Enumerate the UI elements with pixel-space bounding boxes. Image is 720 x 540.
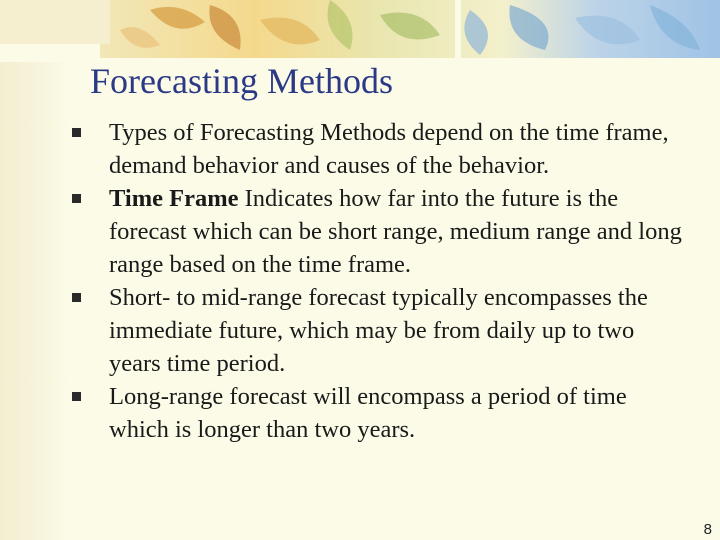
square-bullet-icon	[72, 194, 81, 203]
bullet-text: Types of Forecasting Methods depend on the time frame, demand behavior and causes of the behavior.	[109, 119, 669, 179]
left-decorative-bar	[0, 56, 68, 540]
bullet-item	[72, 182, 692, 281]
bullet-list	[72, 116, 692, 446]
page-number: 8	[703, 521, 712, 538]
square-bullet-icon	[72, 128, 81, 137]
bullet-item	[72, 116, 692, 182]
bullet-text: Indicates how far into the future is the forecast which can be short range, medium range and long range based on the time frame.	[109, 185, 682, 278]
slide-title: Forecasting Methods	[90, 61, 393, 101]
bullet-item	[72, 281, 692, 380]
bullet-term: Time Frame	[109, 185, 239, 212]
header-banner-image	[0, 0, 720, 62]
bullet-text: Long-range forecast will encompass a period of time which is longer than two years.	[109, 383, 627, 443]
square-bullet-icon	[72, 392, 81, 401]
square-bullet-icon	[72, 293, 81, 302]
bullet-text: Short- to mid-range forecast typically encompasses the immediate future, which may be from daily up to two years time period.	[109, 284, 648, 377]
bullet-item	[72, 380, 692, 446]
